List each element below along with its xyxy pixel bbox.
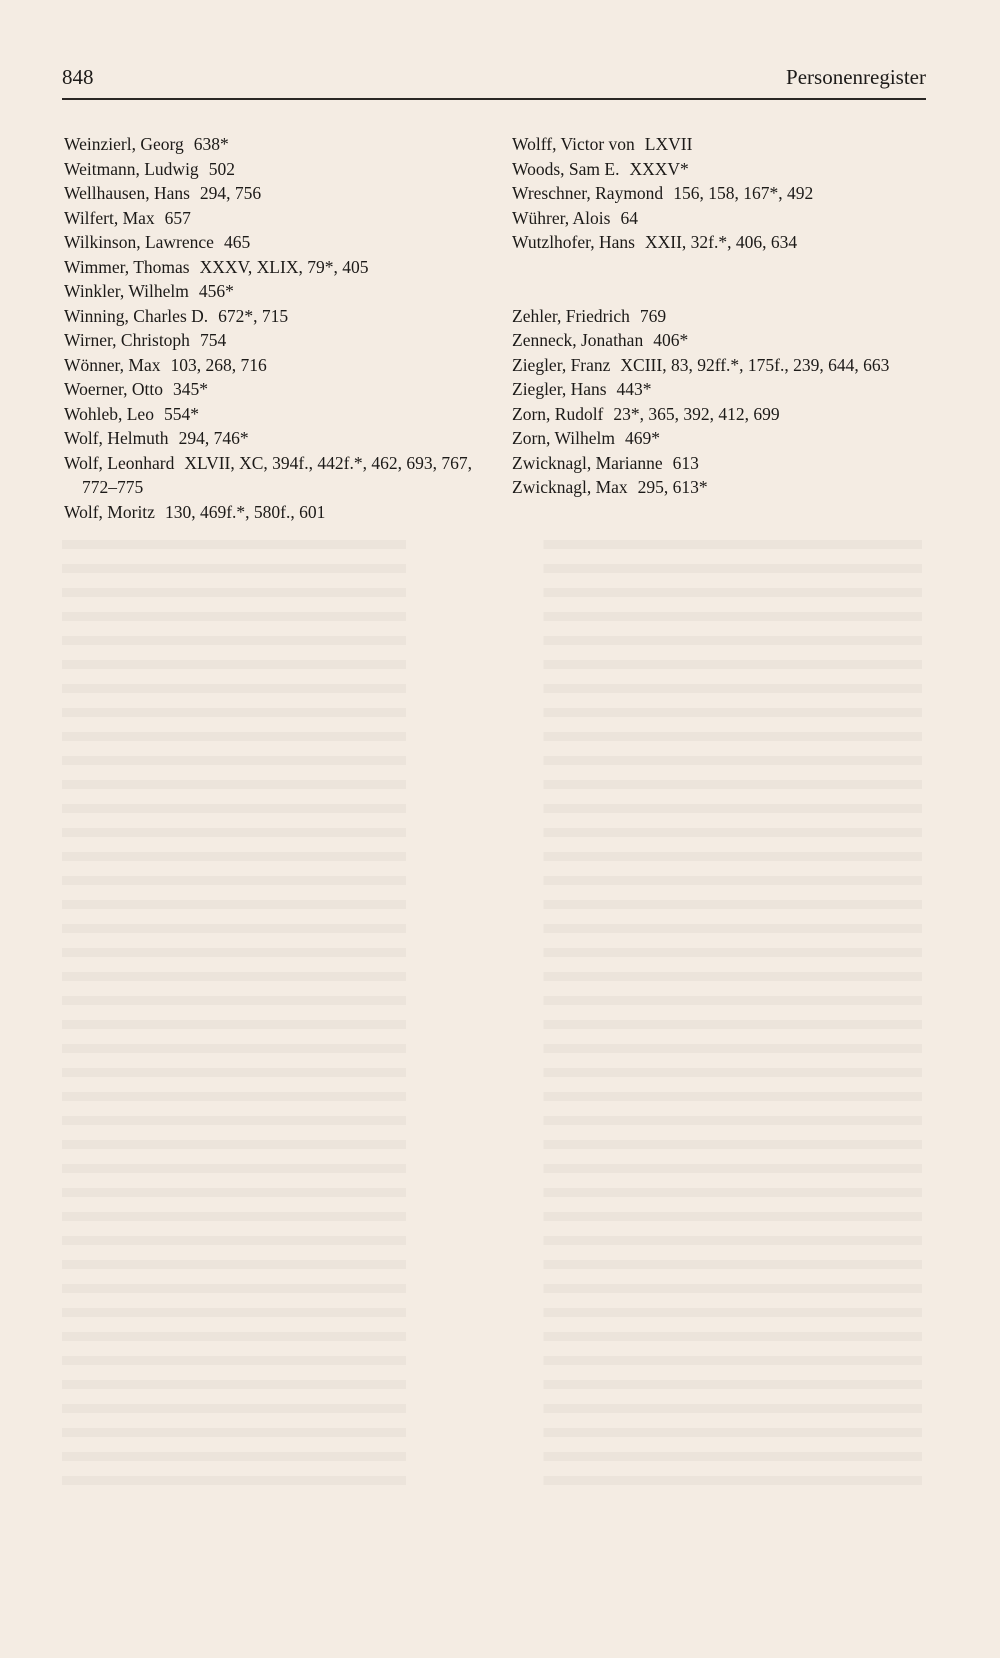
entry-pages: 613	[672, 452, 699, 473]
entry-name: Zenneck, Jonathan	[512, 330, 644, 350]
entry-name: Wreschner, Raymond	[512, 183, 664, 203]
entry-name: Ziegler, Franz	[512, 354, 611, 375]
entry-pages: XXXV, XLIX, 79*, 405	[199, 256, 369, 277]
right-index-column	[512, 132, 922, 500]
index-entry	[64, 451, 504, 500]
index-entry	[64, 328, 504, 353]
entry-name: Weinzierl, Georg	[64, 134, 184, 154]
entry-pages: 103, 268, 716	[170, 354, 267, 375]
entry-pages: XXXV*	[629, 158, 689, 179]
entry-pages: 769	[639, 305, 667, 326]
entry-pages: 406*	[653, 330, 689, 350]
entry-pages: 465	[223, 232, 251, 252]
entry-pages: 502	[208, 158, 235, 179]
entry-name: Wolf, Helmuth	[64, 428, 169, 448]
entry-name: Zwicknagl, Max	[512, 477, 628, 497]
index-entry	[512, 426, 922, 451]
entry-name: Woerner, Otto	[64, 379, 163, 399]
index-entry	[64, 157, 504, 182]
entry-name: Winning, Charles D.	[64, 305, 209, 326]
left-index-column	[64, 132, 504, 524]
section-gap	[512, 279, 922, 304]
index-entry	[512, 181, 922, 206]
entry-name: Zehler, Friedrich	[512, 305, 630, 326]
entry-pages: 469*	[624, 428, 660, 448]
index-entry	[512, 402, 922, 427]
entry-name: Wolf, Leonhard	[64, 452, 175, 473]
entry-pages: 130, 469f.*, 580f., 601	[164, 501, 326, 522]
entry-name: Ziegler, Hans	[512, 379, 607, 399]
index-entry	[512, 304, 922, 329]
show-through-texture	[62, 540, 922, 1490]
entry-pages: XCIII, 83, 92ff.*, 175f., 239, 644, 663	[620, 354, 890, 375]
index-entry	[64, 132, 504, 157]
entry-name: Wilkinson, Lawrence	[64, 232, 214, 252]
index-entry	[64, 426, 504, 451]
entry-pages: 443*	[616, 379, 652, 399]
entry-pages: 638*	[193, 134, 229, 154]
entry-name: Wönner, Max	[64, 354, 161, 375]
entry-pages: 657	[164, 207, 191, 228]
entry-pages: LXVII	[644, 134, 693, 154]
index-entry	[64, 402, 504, 427]
entry-pages: XLVII, XC, 394f., 442f.*, 462, 693, 767, 772–775	[82, 452, 472, 497]
index-entry	[512, 451, 922, 476]
entry-pages: 554*	[163, 403, 199, 424]
index-entry	[64, 500, 504, 525]
index-entry	[64, 255, 504, 280]
entry-pages: 156, 158, 167*, 492	[673, 183, 814, 203]
page-number: 848	[62, 65, 94, 89]
entry-name: Winkler, Wilhelm	[64, 281, 189, 301]
index-entry	[512, 206, 922, 231]
entry-pages: 64	[620, 207, 638, 228]
index-entry	[512, 157, 922, 182]
entry-name: Zwicknagl, Marianne	[512, 452, 663, 473]
entry-pages: 345*	[172, 379, 208, 399]
index-entry	[64, 206, 504, 231]
running-title: Personenregister	[786, 65, 926, 89]
index-entry	[64, 230, 504, 255]
index-entry	[512, 132, 922, 157]
entry-pages: XXII, 32f.*, 406, 634	[645, 232, 798, 252]
index-entry	[512, 230, 922, 255]
index-entry	[512, 353, 922, 378]
entry-pages: 295, 613*	[637, 477, 708, 497]
index-entry	[512, 475, 922, 500]
index-entry	[512, 377, 922, 402]
entry-name: Zorn, Rudolf	[512, 403, 604, 424]
entry-name: Wilfert, Max	[64, 207, 155, 228]
entry-pages: 672*, 715	[218, 305, 289, 326]
entry-name: Wolff, Victor von	[512, 134, 635, 154]
entry-name: Wutzlhofer, Hans	[512, 232, 635, 252]
section-gap	[512, 255, 922, 280]
entry-name: Zorn, Wilhelm	[512, 428, 615, 448]
index-entry	[64, 377, 504, 402]
index-entry	[64, 279, 504, 304]
entry-name: Wirner, Christoph	[64, 330, 190, 350]
entry-pages: 294, 756	[199, 183, 262, 203]
entry-name: Weitmann, Ludwig	[64, 158, 199, 179]
index-entry	[64, 353, 504, 378]
entry-pages: 456*	[198, 281, 234, 301]
entry-pages: 23*, 365, 392, 412, 699	[613, 403, 780, 424]
index-entry	[512, 328, 922, 353]
entry-pages: 754	[199, 330, 227, 350]
entry-name: Woods, Sam E.	[512, 158, 620, 179]
index-entry	[64, 304, 504, 329]
entry-pages: 294, 746*	[178, 428, 249, 448]
entry-name: Wührer, Alois	[512, 207, 611, 228]
entry-name: Wimmer, Thomas	[64, 256, 190, 277]
index-entry	[64, 181, 504, 206]
entry-name: Wohleb, Leo	[64, 403, 154, 424]
entry-name: Wellhausen, Hans	[64, 183, 190, 203]
entry-name: Wolf, Moritz	[64, 501, 155, 522]
page-header	[62, 62, 926, 100]
